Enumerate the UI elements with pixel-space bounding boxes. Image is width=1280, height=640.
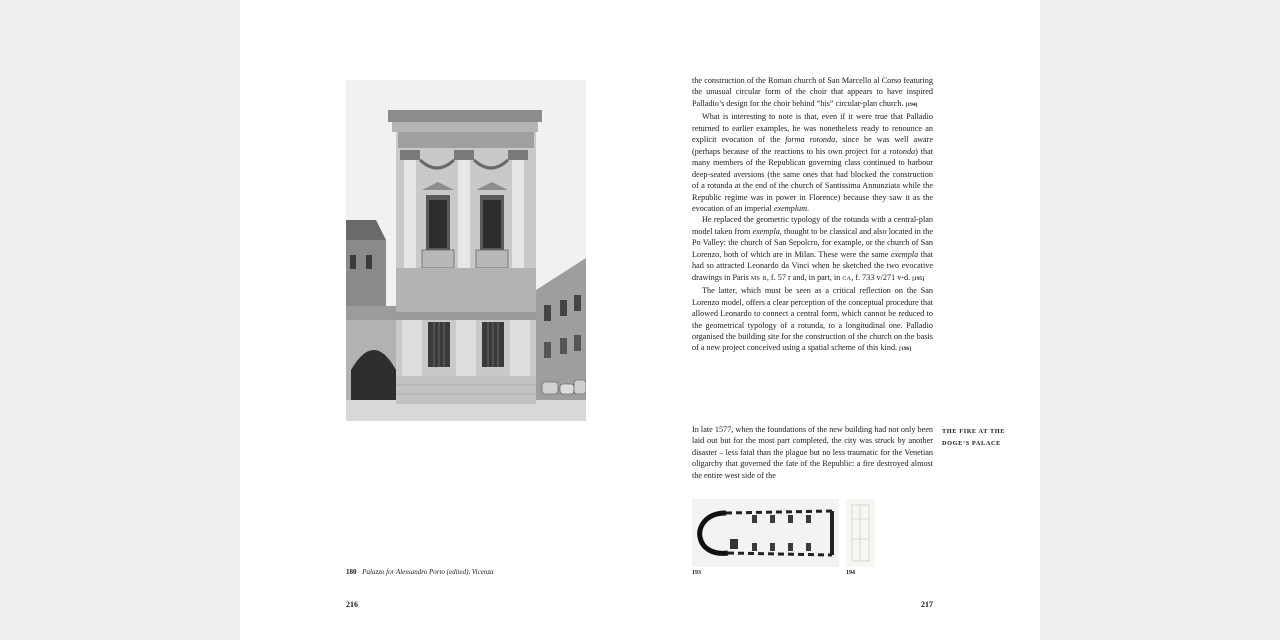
sidenote-line-1: THE FIRE AT THE — [942, 428, 1006, 435]
body-paragraph: the construction of the Roman church of San Marcello al Corso featuring the unusual circular form of the choir that appears to have inspired Palladio’s design for the choir behind “his” circular-plan church. [194] — [692, 76, 933, 108]
body-paragraph: He replaced the geometric typology of the rotunda with a central-plan model taken from exempla, thought to be classical and also located in the Po Valley: the church of San Sepolcro, for example, or the church of San Lorenzo, both of which are in Milan. These were the same exempla that had so attracted Leonardo da Vinci when he sketched the two evocative drawings in Paris ms b, f. 57 r and, in part, in ca, f. 733 v/271 v-d. [195] — [692, 215, 934, 282]
italic-term: forma rotonda, — [785, 135, 838, 145]
body-text — [692, 75, 933, 356]
body-paragraph: What is interesting to note is that, even if it were true that Palladio returned to earlier examples, he was nonetheless ready to renounce an explicit evocation of the forma rotonda, since he was well aware (perhaps because of the reactions to his own project for a rotonda) that many members of the Republican governing class continued to harbour deep-seated aversions (the same ones that had blocked the construction of a rotunda at the end of the church of Santissima Annunziata while the Republic regime was in power in Florence) because they saw it as the evocation of an imperial exemplum. — [692, 112, 933, 213]
book-spread — [240, 0, 1040, 640]
figure-caption — [346, 568, 494, 577]
section-text — [692, 424, 933, 481]
figure-193-plan — [692, 499, 839, 567]
section-paragraph: In late 1577, when the foundations of the new building had not only been laid out but for the most part completed, the city was struck by another disaster – less fatal than the plague but no less traumatic for the Venetian oligarchy that governed the fate of the Republic: a fire destroyed almost the entire west side of the — [692, 425, 933, 480]
italic-term: rotonda — [889, 146, 916, 156]
caption-title: Palazzo for Alessandro Porto (edited), Vicenza — [362, 568, 494, 576]
small-caps-term: ms b — [750, 272, 767, 282]
figure-reference: [195] — [912, 275, 925, 282]
body-paragraph: The latter, which must be seen as a critical reflection on the San Lorenzo model, offers a clear perception of the conceptual procedure that allowed Leonardo to connect a central form, which cannot be reduced to the geometrical typology of a rotunda, to a longitudinal one. Palladio organised the building site for the construction of the church on the basis of a new project conceived using a spatial scheme of this kind. [196] — [692, 286, 933, 353]
figure-194-drawing — [846, 499, 875, 567]
section-sidenote — [942, 426, 1022, 450]
figure-number-194: 194 — [846, 570, 855, 576]
italic-term: exempla, — [752, 226, 782, 236]
caption-number: 180 — [346, 568, 357, 576]
italic-term: exemplum — [773, 203, 808, 213]
page-number-right: 217 — [921, 600, 933, 609]
building-photo — [346, 80, 586, 421]
figure-number-193: 193 — [692, 570, 701, 576]
page-number-left: 216 — [346, 600, 358, 609]
small-caps-term: ca — [842, 272, 852, 282]
sidenote-line-2: DOGE’S PALACE — [942, 440, 1001, 447]
figure-reference: [196] — [899, 346, 912, 353]
italic-term: exempla — [890, 249, 919, 259]
left-page — [240, 0, 640, 640]
right-page — [640, 0, 1040, 640]
figure-reference: [194] — [905, 101, 918, 108]
